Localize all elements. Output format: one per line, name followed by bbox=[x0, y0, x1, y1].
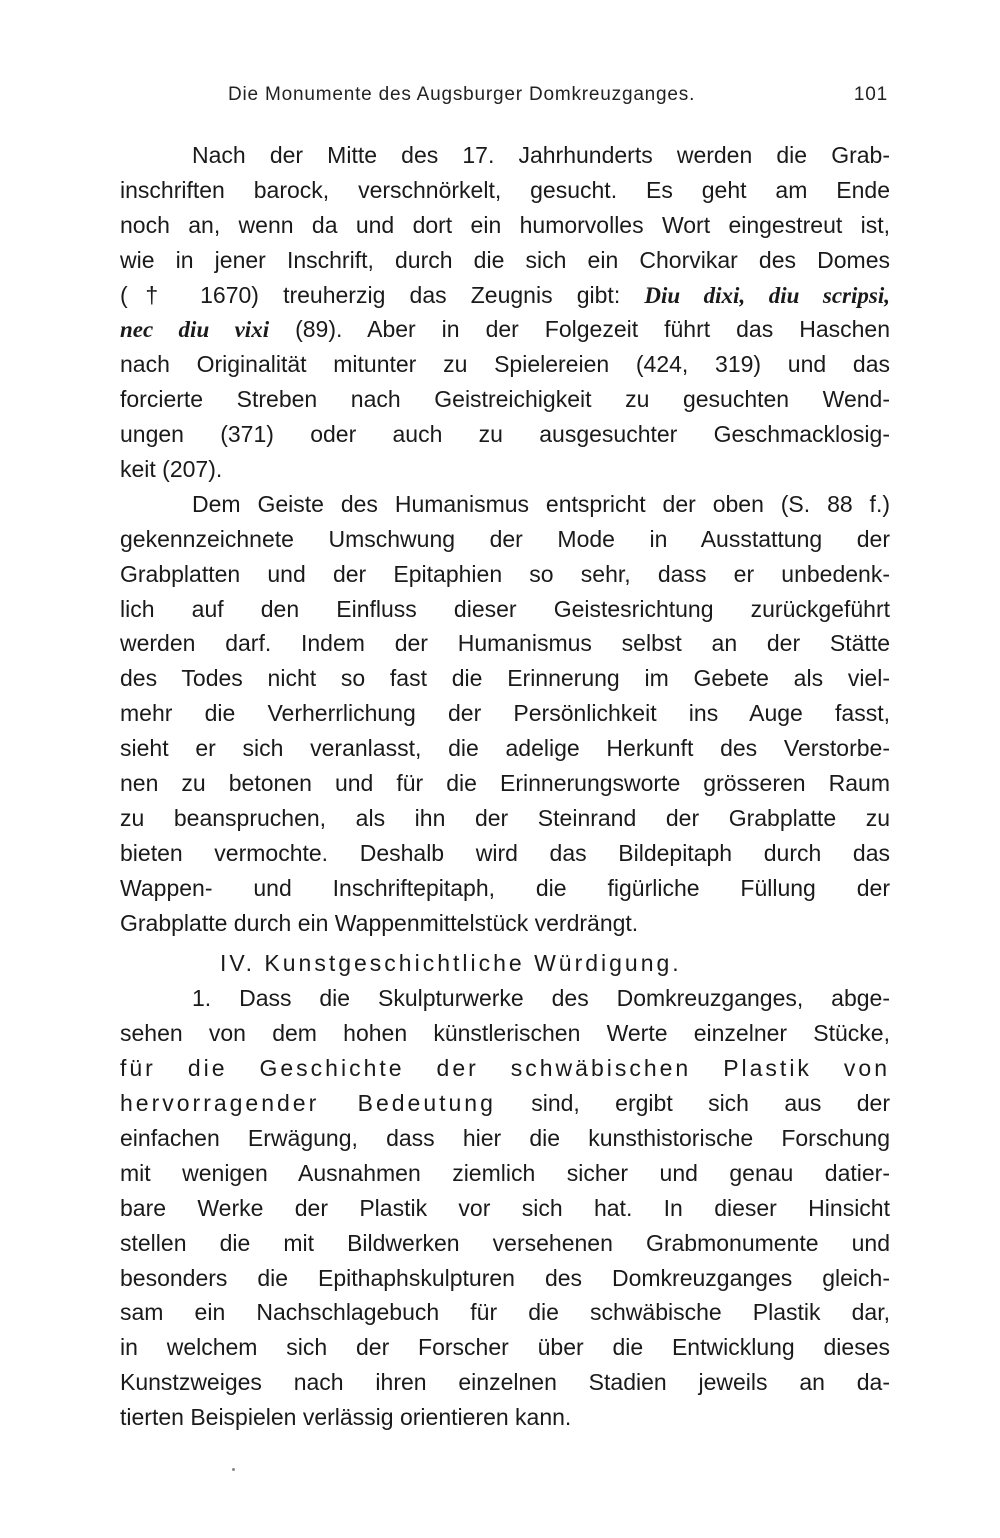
text-line: sehen von dem hohen künstlerischen Werte einzelner Stücke, bbox=[120, 1020, 890, 1047]
text-line: werden darf. Indem der Humanismus selbst an der Stätte bbox=[120, 630, 890, 657]
page-body bbox=[120, 138, 890, 1435]
text-line: in welchem sich der Forscher über die Entwicklung dieses bbox=[120, 1334, 890, 1361]
text-line: Grabplatten und der Epitaphien so sehr, dass er unbedenk- bbox=[120, 560, 890, 587]
text-line bbox=[120, 278, 890, 313]
text-fragment: (89). Aber in der Folgezeit führt das Haschen bbox=[269, 316, 890, 343]
text-line: noch an, wenn da und dort ein humorvolles Wort eingestreut ist, bbox=[120, 211, 890, 238]
text-line: keit (207). bbox=[120, 456, 223, 483]
text-line: des Todes nicht so fast die Erinnerung im Gebete als viel- bbox=[120, 665, 890, 692]
text-line: Nach der Mitte des 17. Jahrhunderts werden die Grab- bbox=[192, 142, 890, 168]
text-line: wie in jener Inschrift, durch die sich ein Chorvikar des Domes bbox=[120, 246, 890, 273]
section-title: Kunstgeschichtliche Würdigung. bbox=[264, 950, 682, 977]
paragraph-1 bbox=[120, 138, 890, 487]
section-heading bbox=[120, 946, 890, 981]
latin-quote: Diu dixi, diu scripsi, bbox=[644, 282, 890, 308]
text-line: besonders die Epithaphskulpturen des Domkreuzganges gleich- bbox=[120, 1264, 890, 1291]
text-fragment: († 1670) treuherzig das Zeugnis gibt: bbox=[120, 281, 645, 308]
text-line: 1. Dass die Skulpturwerke des Domkreuzganges, abge- bbox=[192, 985, 890, 1012]
text-line: inschriften barock, verschnörkelt, gesucht. Es geht am Ende bbox=[120, 176, 890, 203]
text-line: ungen (371) oder auch zu ausgesuchter Geschmacklosig- bbox=[120, 421, 890, 448]
text-line: Kunstzweiges nach ihren einzelnen Stadien jeweils an da- bbox=[120, 1369, 890, 1396]
text-line: lich auf den Einfluss dieser Geistesrichtung zurückgeführt bbox=[120, 595, 890, 622]
paragraph-2 bbox=[120, 487, 890, 941]
text-line: Wappen- und Inschriftepitaph, die figürliche Füllung der bbox=[120, 874, 890, 901]
text-line bbox=[120, 1086, 890, 1121]
text-line: nen zu betonen und für die Erinnerungsworte grösseren Raum bbox=[120, 770, 890, 797]
print-speck bbox=[232, 1468, 235, 1471]
text-line: Dem Geiste des Humanismus entspricht der oben (S. 88 f.) bbox=[192, 490, 890, 517]
text-line: zu beanspruchen, als ihn der Steinrand der Grabplatte zu bbox=[120, 804, 890, 831]
text-line: bieten vermochte. Deshalb wird das Bildepitaph durch das bbox=[120, 839, 890, 866]
text-line: sam ein Nachschlagebuch für die schwäbische Plastik dar, bbox=[120, 1299, 890, 1326]
latin-quote: nec diu vixi bbox=[120, 317, 270, 343]
text-line: gekennzeichnete Umschwung der Mode in Ausstattung der bbox=[120, 525, 890, 552]
text-line-emphasis: für die Geschichte der schwäbischen Plastik von bbox=[120, 1055, 890, 1082]
text-line bbox=[120, 312, 890, 347]
text-line: forcierte Streben nach Geistreichigkeit zu gesuchten Wend- bbox=[120, 386, 890, 413]
text-fragment: sind, ergibt sich aus der bbox=[495, 1090, 890, 1117]
text-line: nach Originalität mitunter zu Spielereien (424, 319) und das bbox=[120, 351, 890, 378]
paragraph-3 bbox=[120, 981, 890, 1435]
text-line: mehr die Verherrlichung der Persönlichkeit ins Auge fasst, bbox=[120, 700, 890, 727]
text-line: mit wenigen Ausnahmen ziemlich sicher und genau datier- bbox=[120, 1159, 890, 1186]
text-line: sieht er sich veranlasst, die adelige Herkunft des Verstorbe- bbox=[120, 735, 890, 762]
text-line: tierten Beispielen verlässig orientieren kann. bbox=[120, 1404, 572, 1431]
text-line: stellen die mit Bildwerken versehenen Grabmonumente und bbox=[120, 1229, 890, 1256]
page-number: 101 bbox=[853, 84, 888, 105]
text-line: bare Werke der Plastik vor sich hat. In dieser Hinsicht bbox=[120, 1194, 890, 1221]
text-line: Grabplatte durch ein Wappenmittelstück verdrängt. bbox=[120, 909, 639, 936]
text-line: einfachen Erwägung, dass hier die kunsthistorische Forschung bbox=[120, 1124, 890, 1151]
section-numeral: IV. bbox=[220, 950, 256, 977]
running-title: Die Monumente des Augsburger Domkreuzganges. bbox=[228, 84, 696, 105]
spaced-emphasis: hervorragender Bedeutung bbox=[120, 1090, 496, 1117]
